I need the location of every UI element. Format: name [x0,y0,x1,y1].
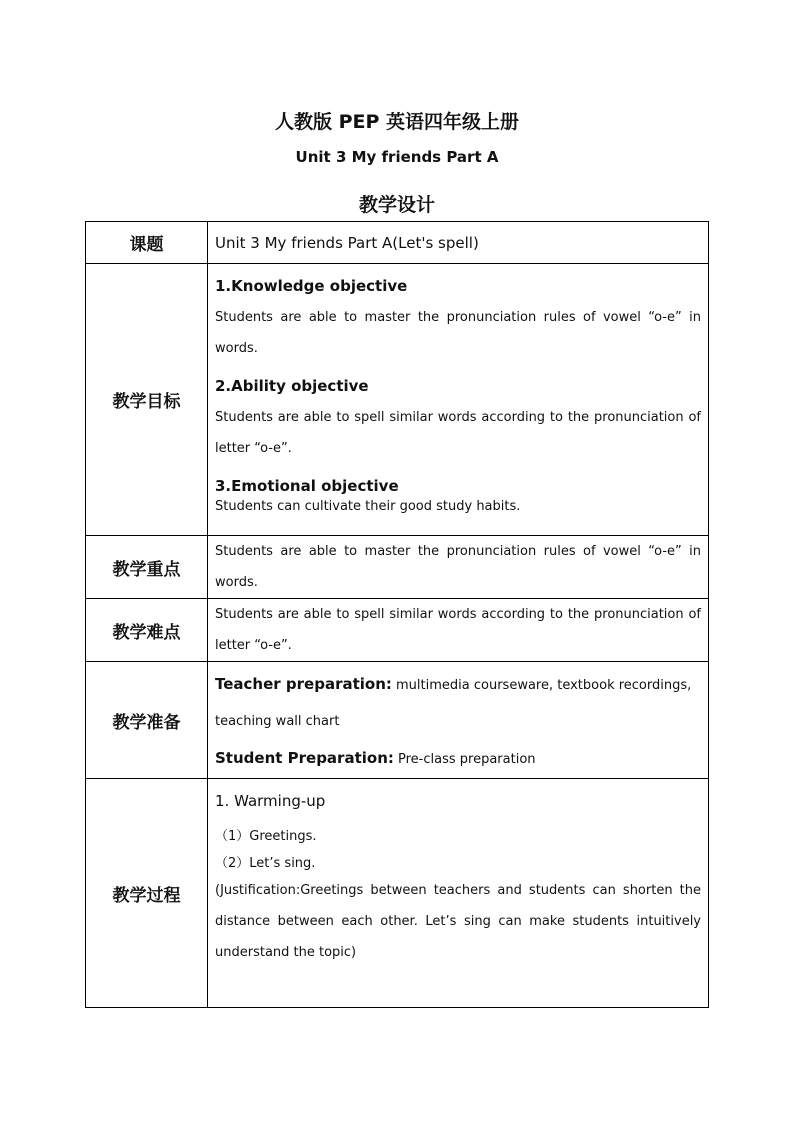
student-preparation [215,740,701,778]
teacher-preparation-label: Teacher preparation: [215,675,392,693]
label-objectives: 教学目标 [86,264,208,536]
lesson-plan-table [85,221,709,1008]
value-difficulties [208,599,709,662]
knowledge-objective-title: 1.Knowledge objective [215,277,408,295]
row-preparation [86,662,709,779]
row-key-points [86,536,709,599]
topic-text: Unit 3 My friends Part A(Let's spell) [215,233,479,252]
knowledge-objective-text: Students are able to master the pronunciation rules of vowel “o-e” in words. [215,310,701,356]
difficulties-text: Students are able to spell similar words according to the pronunciation of letter “o-e”. [215,607,701,653]
process-justification: (Justification:Greetings between teachers and students can shorten the distance between each other. Let’s sing can make students intuitively understand the topic) [215,883,701,960]
label-topic: 课题 [86,222,208,264]
process-item-greetings: （1）Greetings. [215,829,317,844]
row-topic [86,222,709,264]
ability-objective-text: Students are able to spell similar words according to the pronunciation of letter “o-e”. [215,410,701,456]
row-difficulties [86,599,709,662]
row-objectives [86,264,709,536]
row-process [86,779,709,1008]
value-process [208,779,709,1008]
student-preparation-text: Pre-class preparation [393,752,536,767]
label-process: 教学过程 [86,779,208,1008]
value-topic [208,222,709,264]
unit-title: Unit 3 My friends Part A [295,148,499,166]
key-points-text: Students are able to master the pronunciation rules of vowel “o-e” in words. [215,544,701,590]
emotional-objective-text: Students can cultivate their good study habits. [215,499,521,514]
document-type: 教学设计 [358,194,435,216]
student-preparation-label: Student Preparation: [215,749,394,767]
label-difficulties: 教学难点 [86,599,208,662]
document-title: 人教版 PEP 英语四年级上册 [274,111,520,133]
ability-objective-title: 2.Ability objective [215,377,369,395]
value-preparation [208,662,709,779]
warming-up-title: 1. Warming-up [215,792,326,810]
label-key-points: 教学重点 [86,536,208,599]
value-key-points [208,536,709,599]
value-objectives [208,264,709,536]
emotional-objective-title: 3.Emotional objective [215,477,399,495]
teacher-preparation-text: multimedia courseware, textbook recordings, teaching wall chart [215,678,692,729]
label-preparation: 教学准备 [86,662,208,779]
process-item-sing: （2）Let’s sing. [215,856,316,871]
teacher-preparation [215,666,701,740]
